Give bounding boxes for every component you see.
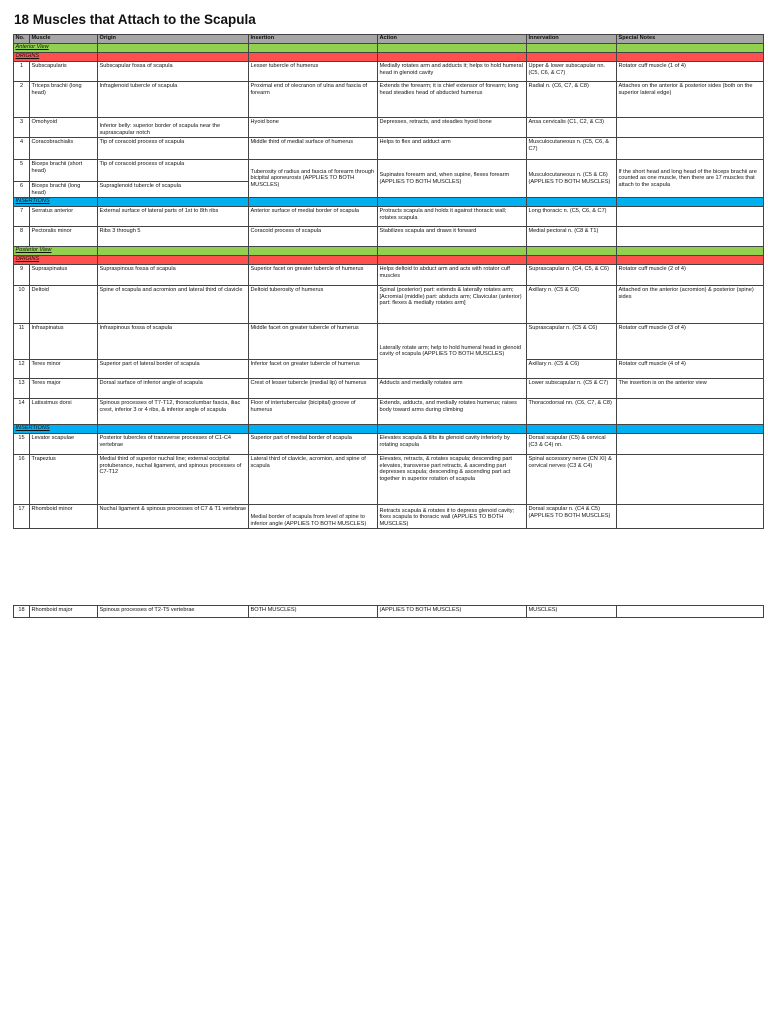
cell-action: Spinal (posterior) part: extends & laterally rotates arm; [Acromial (middle) part: abducts arm; Clavicular (anterior) part: flexes & medially rotates arm]: [378, 286, 527, 324]
section-fill: [378, 425, 527, 434]
section-anterior-view: [14, 44, 764, 53]
section-fill: [527, 53, 617, 62]
section-label: Anterior View: [14, 44, 98, 53]
cell-innervation: Long thoracic n. (C5, C6, & C7): [527, 207, 617, 227]
cell-notes: [617, 399, 764, 425]
cell-action: Laterally rotate arm; help to hold humeral head in glenoid cavity of scapula (APPLIES TO BOTH MUSCLES): [378, 324, 527, 379]
section-fill: [617, 44, 764, 53]
cell-insertion: Crest of lesser tubercle (medial lip) of humerus: [249, 379, 378, 399]
table-row: [14, 118, 764, 138]
section-label: INSERTIONS: [14, 198, 98, 207]
table-row: [14, 62, 764, 82]
cell-innervation: Radial n. (C6, C7, & C8): [527, 82, 617, 118]
cell-notes: Rotator cuff muscle (3 of 4): [617, 324, 764, 360]
continued-table: [13, 605, 764, 618]
cell-muscle: Subscapularis: [30, 62, 98, 82]
section-fill: [98, 53, 249, 62]
section-fill: [527, 425, 617, 434]
cell-no: 11: [14, 324, 30, 360]
cell-origin: Inferior belly: superior border of scapula near the suprascapular notch: [98, 118, 249, 138]
cell-insertion: Proximal end of olecranon of ulna and fascia of forearm: [249, 82, 378, 118]
section-fill: [98, 198, 249, 207]
cell-insertion: Superior part of medial border of scapula: [249, 434, 378, 455]
cell-innervation: Spinal accessory nerve (CN XI) & cervical nerves (C3 & C4): [527, 455, 617, 505]
cell-insertion: Medial border of scapula from level of spine to inferior angle (APPLIES TO BOTH MUSCLES): [249, 505, 378, 529]
section-fill: [617, 425, 764, 434]
cell-insertion: Tuberosity of radius and fascia of forearm through bicipital aponeurosis (APPLIES TO BOTH MUSCLES): [249, 160, 378, 198]
cell-innervation: Medial pectoral n. (C8 & T1): [527, 227, 617, 247]
cell-origin: Tip of coracoid process of scapula: [98, 160, 249, 182]
cell-origin: External surface of lateral parts of 1st to 8th ribs: [98, 207, 249, 227]
section-fill: [378, 247, 527, 256]
cell-notes: The insertion is on the anterior view: [617, 379, 764, 399]
section-fill: [249, 198, 378, 207]
table-row: [14, 505, 764, 529]
cell-innervation: Ansa cervicalis (C1, C2, & C3): [527, 118, 617, 138]
cell-insertion: Anterior surface of medial border of scapula: [249, 207, 378, 227]
table-row: [14, 265, 764, 286]
cell-muscle: Coracobrachialis: [30, 138, 98, 160]
section-fill: [378, 44, 527, 53]
cell-action: Helps deltoid to abduct arm and acts with rotator cuff muscles: [378, 265, 527, 286]
cell-notes: [617, 227, 764, 247]
cell-origin: Spinous processes of T7-T12, thoracolumbar fascia, iliac crest, inferior 3 or 4 ribs, & inferior angle of scapula: [98, 399, 249, 425]
table-row: [14, 399, 764, 425]
cell-insertion: BOTH MUSCLES): [249, 606, 378, 618]
cell-origin: Ribs 3 through 5: [98, 227, 249, 247]
section-insertions: [14, 198, 764, 207]
section-fill: [249, 53, 378, 62]
cell-no: 2: [14, 82, 30, 118]
cell-no: 7: [14, 207, 30, 227]
cell-innervation: Suprascapular n. (C5 & C6): [527, 324, 617, 360]
cell-innervation: Upper & lower subscapular nn. (C5, C6, & C7): [527, 62, 617, 82]
cell-action: Elevates scapula & tilts its glenoid cavity inferiorly by rotating scapula: [378, 434, 527, 455]
cell-action: Supinates forearm and, when supine, flexes forearm (APPLIES TO BOTH MUSCLES): [378, 160, 527, 198]
cell-innervation: Musculocutaneous n. (C5, C6, & C7): [527, 138, 617, 160]
cell-insertion: Floor of intertubercular (bicipital) groove of humerus: [249, 399, 378, 425]
cell-action: Extends, adducts, and medially rotates humerus; raises body toward arms during climbing: [378, 399, 527, 425]
cell-origin: Subscapular fossa of scapula: [98, 62, 249, 82]
table-row: [14, 160, 764, 182]
cell-action: Helps to flex and adduct arm: [378, 138, 527, 160]
cell-innervation: Axillary n. (C5 & C6): [527, 360, 617, 379]
cell-no: 5: [14, 160, 30, 182]
cell-notes: [617, 118, 764, 138]
cell-no: 10: [14, 286, 30, 324]
table-row: [14, 227, 764, 247]
cell-no: 14: [14, 399, 30, 425]
table-row: [14, 82, 764, 118]
cell-origin: Posterior tubercles of transverse processes of C1-C4 vertebrae: [98, 434, 249, 455]
cell-notes: Attaches on the anterior & posterior sides (both on the superior lateral edge): [617, 82, 764, 118]
section-label: Posterior View: [14, 247, 98, 256]
cell-muscle: Deltoid: [30, 286, 98, 324]
cell-muscle: Supraspinatus: [30, 265, 98, 286]
cell-notes: [617, 207, 764, 227]
cell-muscle: Pectoralis minor: [30, 227, 98, 247]
cell-notes: Rotator cuff muscle (4 of 4): [617, 360, 764, 379]
cell-notes: [617, 505, 764, 529]
table-row: [14, 207, 764, 227]
header-row: [14, 35, 764, 44]
cell-innervation: MUSCLES): [527, 606, 617, 618]
section-fill: [98, 256, 249, 265]
cell-no: 12: [14, 360, 30, 379]
cell-origin: Spinous processes of T2-T5 vertebrae: [98, 606, 249, 618]
cell-insertion: Middle third of medial surface of humerus: [249, 138, 378, 160]
section-fill: [249, 256, 378, 265]
section-fill: [98, 425, 249, 434]
section-fill: [98, 247, 249, 256]
cell-action: Retracts scapula & rotates it to depress glenoid cavity; fixes scapula to thoracic wall (APPLIES TO BOTH MUSCLES): [378, 505, 527, 529]
cell-insertion: Superior facet on greater tubercle of humerus: [249, 265, 378, 286]
table-row-18: [14, 606, 764, 618]
table-row: [14, 379, 764, 399]
cell-insertion: Coracoid process of scapula: [249, 227, 378, 247]
section-origins: [14, 53, 764, 62]
section-fill: [527, 44, 617, 53]
cell-innervation: Thoracodorsal nn. (C6, C7, & C8): [527, 399, 617, 425]
cell-innervation: Dorsal scapular (C5) & cervical (C3 & C4) nn.: [527, 434, 617, 455]
cell-muscle: Triceps brachii (long head): [30, 82, 98, 118]
cell-innervation: Suprascapular n. (C4, C5, & C6): [527, 265, 617, 286]
section-fill: [378, 256, 527, 265]
cell-muscle: Rhomboid minor: [30, 505, 98, 529]
cell-insertion: Deltoid tuberosity of humerus: [249, 286, 378, 324]
cell-muscle: Teres minor: [30, 360, 98, 379]
cell-origin: Dorsal surface of inferior angle of scapula: [98, 379, 249, 399]
cell-muscle: Trapezius: [30, 455, 98, 505]
cell-origin: Spine of scapula and acromion and lateral third of clavicle: [98, 286, 249, 324]
cell-notes: [617, 606, 764, 618]
column-header: Innervation: [527, 35, 617, 44]
cell-action: Protracts scapula and holds it against thoracic wall; rotates scapula: [378, 207, 527, 227]
cell-notes: [617, 455, 764, 505]
cell-muscle: Serratus anterior: [30, 207, 98, 227]
cell-no: 6: [14, 182, 30, 198]
cell-no: 8: [14, 227, 30, 247]
cell-origin: Supraglenoid tubercle of scapula: [98, 182, 249, 198]
cell-innervation: Dorsal scapular n. (C4 & C5) (APPLIES TO BOTH MUSCLES): [527, 505, 617, 529]
column-header: Special Notes: [617, 35, 764, 44]
cell-origin: Medial third of superior nuchal line; external occipital protuberance, nuchal ligament, and spinous processes of C7-T12: [98, 455, 249, 505]
section-fill: [617, 198, 764, 207]
cell-notes: If the short head and long head of the biceps brachii are counted as one muscle, then there are 17 muscles that attach to the scapula: [617, 160, 764, 198]
section-fill: [98, 44, 249, 53]
cell-no: 4: [14, 138, 30, 160]
column-header: Insertion: [249, 35, 378, 44]
column-header: Action: [378, 35, 527, 44]
column-header: No.: [14, 35, 30, 44]
page-break-gap: [13, 576, 763, 577]
cell-no: 1: [14, 62, 30, 82]
table-row: [14, 138, 764, 160]
cell-no: 15: [14, 434, 30, 455]
cell-no: 9: [14, 265, 30, 286]
cell-muscle: Rhomboid major: [30, 606, 98, 618]
cell-muscle: Teres major: [30, 379, 98, 399]
cell-no: 16: [14, 455, 30, 505]
column-header: Origin: [98, 35, 249, 44]
table-row: [14, 434, 764, 455]
cell-insertion: Lesser tubercle of humerus: [249, 62, 378, 82]
cell-no: 3: [14, 118, 30, 138]
cell-innervation: Lower subscapular n. (C5 & C7): [527, 379, 617, 399]
cell-notes: Rotator cuff muscle (1 of 4): [617, 62, 764, 82]
cell-no: 17: [14, 505, 30, 529]
section-fill: [617, 256, 764, 265]
section-fill: [249, 425, 378, 434]
cell-origin: Nuchal ligament & spinous processes of C7 & T1 vertebrae: [98, 505, 249, 529]
cell-muscle: Biceps brachii (short head): [30, 160, 98, 182]
cell-innervation: Musculocutaneous n. (C5 & C6) (APPLIES TO BOTH MUSCLES): [527, 160, 617, 198]
cell-action: Medially rotates arm and adducts it; helps to hold humeral head in glenoid cavity: [378, 62, 527, 82]
cell-action: Elevates, retracts, & rotates scapula; descending part elevates, transverse part retracts, & ascending part depresses scapula; descending & ascending part act together in superior rotation of scapula: [378, 455, 527, 505]
section-fill: [378, 198, 527, 207]
cell-insertion: Inferior facet on greater tubercle of humerus: [249, 360, 378, 379]
section-fill: [617, 247, 764, 256]
document-title: 18 Muscles that Attach to the Scapula: [14, 12, 256, 27]
cell-origin: Infraglenoid tubercle of scapula: [98, 82, 249, 118]
cell-insertion: Lateral third of clavicle, acromion, and spine of scapula: [249, 455, 378, 505]
cell-insertion: Hyoid bone: [249, 118, 378, 138]
cell-action: Extends the forearm; it is chief extensor of forearm; long head steadies head of abducted humerus: [378, 82, 527, 118]
cell-no: 18: [14, 606, 30, 618]
cell-muscle: Latissimus dorsi: [30, 399, 98, 425]
cell-notes: Rotator cuff muscle (2 of 4): [617, 265, 764, 286]
section-insertions: [14, 425, 764, 434]
section-fill: [617, 53, 764, 62]
cell-notes: [617, 138, 764, 160]
cell-no: 13: [14, 379, 30, 399]
cell-action: Adducts and medially rotates arm: [378, 379, 527, 399]
cell-innervation: Axillary n. (C5 & C6): [527, 286, 617, 324]
section-fill: [378, 53, 527, 62]
muscle-table: [13, 34, 764, 529]
table-row: [14, 286, 764, 324]
section-posterior-view: [14, 247, 764, 256]
cell-muscle: Infraspinatus: [30, 324, 98, 360]
section-fill: [249, 44, 378, 53]
section-label: ORIGINS: [14, 256, 98, 265]
cell-notes: [617, 434, 764, 455]
cell-muscle: Omohyoid: [30, 118, 98, 138]
section-fill: [527, 247, 617, 256]
cell-muscle: Levator scapulae: [30, 434, 98, 455]
section-label: ORIGINS: [14, 53, 98, 62]
cell-origin: Superior part of lateral border of scapula: [98, 360, 249, 379]
table-row: [14, 455, 764, 505]
cell-origin: Infraspinous fossa of scapula: [98, 324, 249, 360]
section-origins: [14, 256, 764, 265]
cell-action: Stabilizes scapula and draws it forward: [378, 227, 527, 247]
section-label: INSERTIONS: [14, 425, 98, 434]
cell-action: (APPLIES TO BOTH MUSCLES): [378, 606, 527, 618]
cell-insertion: Middle facet on greater tubercle of humerus: [249, 324, 378, 360]
section-fill: [527, 198, 617, 207]
cell-action: Depresses, retracts, and steadies hyoid bone: [378, 118, 527, 138]
cell-muscle: Biceps brachii (long head): [30, 182, 98, 198]
section-fill: [527, 256, 617, 265]
table-row: [14, 324, 764, 360]
cell-origin: Supraspinous fossa of scapula: [98, 265, 249, 286]
cell-notes: Attached on the anterior (acromion) & posterior (spine) sides: [617, 286, 764, 324]
column-header: Muscle: [30, 35, 98, 44]
cell-origin: Tip of coracoid process of scapula: [98, 138, 249, 160]
section-fill: [249, 247, 378, 256]
